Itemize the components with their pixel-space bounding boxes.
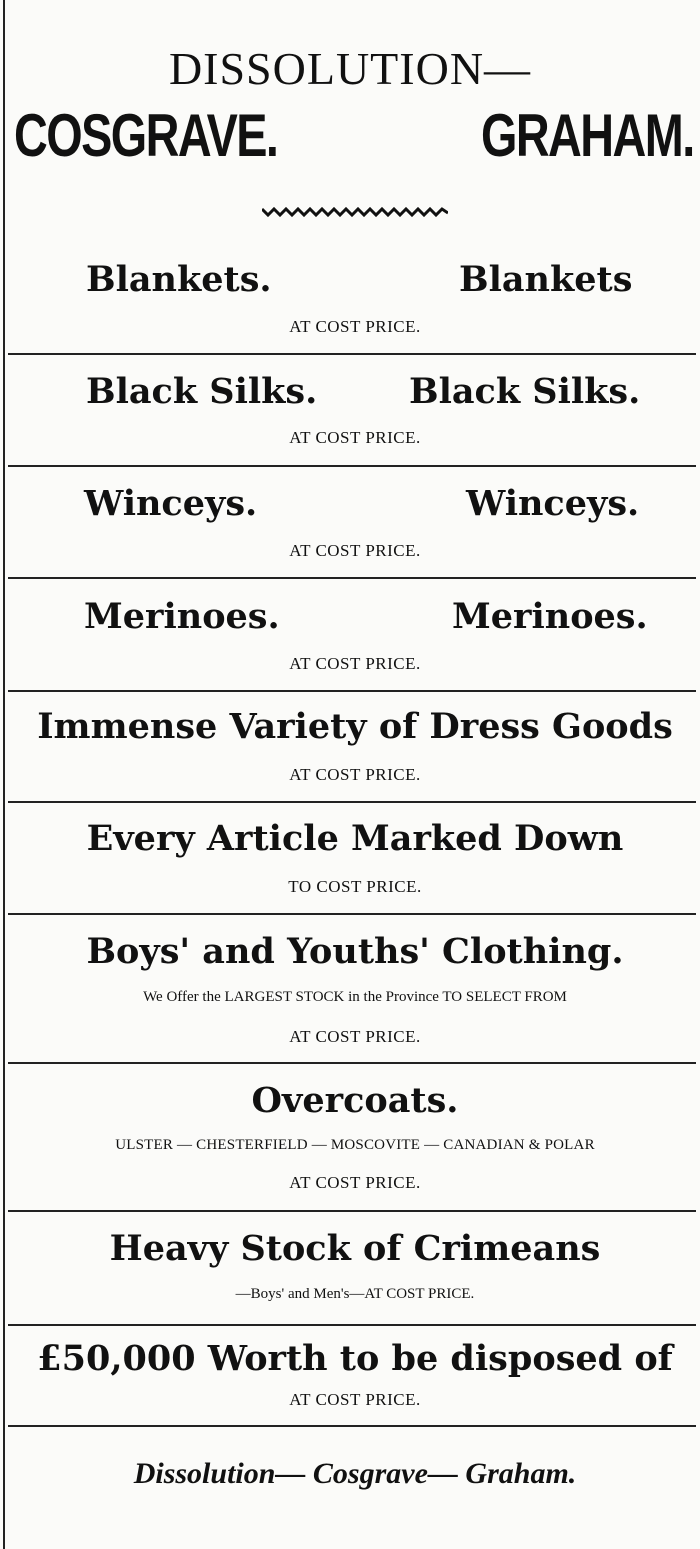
blankets-left: Blankets. <box>86 259 272 300</box>
merinoes-price-note: AT COST PRICE. <box>289 654 421 673</box>
partner-cosgrave: COSGRAVE. <box>14 102 278 169</box>
zigzag-ornament-icon <box>262 205 448 219</box>
divider-rule <box>8 353 696 355</box>
closing-line: Dissolution— Cosgrave— Graham. <box>133 1457 577 1490</box>
overcoats-headline: Overcoats. <box>251 1080 459 1121</box>
divider-rule <box>8 1425 696 1427</box>
dress-goods-headline: Immense Variety of Dress Goods <box>37 706 673 747</box>
silks-left: Black Silks. <box>86 371 318 412</box>
merinoes-right: Merinoes. <box>452 596 648 637</box>
blankets-right: Blankets <box>459 259 633 300</box>
divider-rule <box>8 690 696 692</box>
winceys-left: Winceys. <box>84 483 258 524</box>
overcoats-detail: ULSTER — CHESTERFIELD — MOSCOVITE — CANADIAN & POLAR <box>115 1137 595 1153</box>
divider-rule <box>8 1324 696 1326</box>
crimeans-price-note: —Boys' and Men's—AT COST PRICE. <box>235 1286 475 1302</box>
winceys-right: Winceys. <box>466 483 640 524</box>
merinoes-left: Merinoes. <box>84 596 280 637</box>
divider-rule <box>8 801 696 803</box>
dress-goods-price-note: AT COST PRICE. <box>289 765 421 784</box>
boys-clothing-headline: Boys' and Youths' Clothing. <box>86 931 624 972</box>
worth-price-note: AT COST PRICE. <box>289 1390 421 1409</box>
silks-right: Black Silks. <box>409 371 641 412</box>
dissolution-heading: DISSOLUTION— <box>168 43 532 94</box>
winceys-price-note: AT COST PRICE. <box>289 541 421 560</box>
divider-rule <box>8 465 696 467</box>
boys-clothing-detail: We Offer the LARGEST STOCK in the Province TO SELECT FROM <box>143 989 567 1005</box>
overcoats-price-note: AT COST PRICE. <box>289 1173 421 1192</box>
silks-price-note: AT COST PRICE. <box>289 428 421 447</box>
worth-headline: £50,000 Worth to be disposed of <box>37 1338 673 1379</box>
marked-down-price-note: TO COST PRICE. <box>288 877 422 896</box>
divider-rule <box>8 1210 696 1212</box>
blankets-price-note: AT COST PRICE. <box>289 317 421 336</box>
divider-rule <box>8 913 696 915</box>
partner-graham: GRAHAM. <box>481 102 694 169</box>
divider-rule <box>8 577 696 579</box>
marked-down-headline: Every Article Marked Down <box>86 818 624 859</box>
boys-clothing-price-note: AT COST PRICE. <box>289 1027 421 1046</box>
crimeans-headline: Heavy Stock of Crimeans <box>109 1228 601 1269</box>
divider-rule <box>8 1062 696 1064</box>
